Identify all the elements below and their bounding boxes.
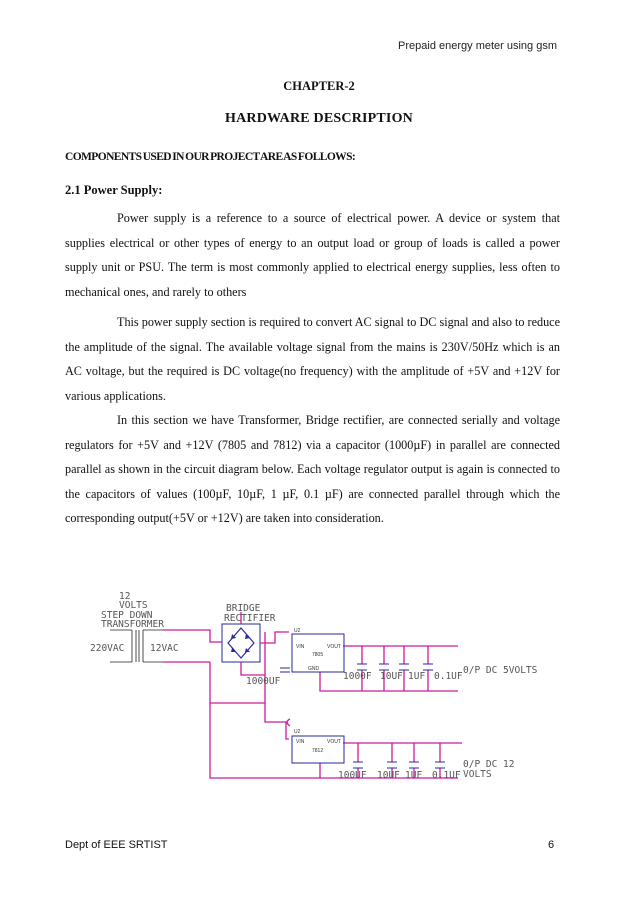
output-12v-label-line1: 0/P DC 12: [463, 759, 515, 770]
footer-page-number: 6: [548, 839, 555, 851]
volts-word-label: VOLTS: [119, 600, 148, 611]
volts-number-label: 12: [119, 591, 131, 602]
reg2-vout: VOUT: [327, 739, 341, 745]
u1-label: U2: [294, 628, 301, 634]
cap-5v-4-label: 0.1UF: [434, 671, 463, 682]
chapter-title: HARDWARE DESCRIPTION: [225, 111, 413, 126]
paragraph-2: This power supply section is required to convert AC signal to DC signal and also to reduce the amplitude of the signal. The available voltage signal from the mains is 230V/50Hz which is an AC voltage, but the required is DC voltage(no frequency) with the amplitude of +5V and +12V for various applications.: [65, 315, 560, 403]
step-down-label: STEP DOWN: [101, 610, 153, 621]
rectifier-label: RECTIFIER: [224, 613, 276, 624]
cap-5v-3-label: 1UF: [408, 671, 426, 682]
reg1-vout: VOUT: [327, 644, 341, 650]
components-heading: COMPONENTS USED IN OUR PROJECT ARE AS FOLLOWS:: [65, 151, 356, 163]
cap-12v-1-label: 100UF: [338, 770, 367, 781]
reg2-vin: VIN: [296, 739, 305, 745]
cap-12v-4-label: 0.1UF: [432, 770, 461, 781]
cap-12v-2-label: 10UF: [377, 770, 400, 781]
running-header: Prepaid energy meter using gsm: [398, 40, 557, 52]
cap-5v-1-label: 1000F: [343, 671, 372, 682]
output-12v-label-line2: VOLTS: [463, 769, 492, 780]
section-heading: 2.1 Power Supply:: [65, 183, 163, 197]
filter-capacitor: [280, 668, 290, 672]
bridge-label: BRIDGE: [226, 603, 261, 614]
regulator-7805: [292, 628, 344, 672]
cap-12v-3-label: 1UF: [405, 770, 423, 781]
ac-input-label: 220VAC: [90, 643, 125, 654]
paragraph-1: Power supply is a reference to a source of electrical power. A device or system that supplies electrical or other types of energy to an output load or group of loads is called a power supply unit or PSU. The term is most commonly applied to electrical energy supplies, less often to mechanical ones, and rarely to others: [65, 211, 560, 299]
filter-capacitor-label: 1000UF: [246, 676, 281, 687]
cap-5v-2-label: 10UF: [380, 671, 403, 682]
reg1-gnd: GND: [308, 666, 320, 672]
ac-output-label: 12VAC: [150, 643, 179, 654]
footer-department: Dept of EEE SRTIST: [65, 839, 168, 851]
transformer-label: TRANSFORMER: [101, 619, 164, 630]
reg1-vin: VIN: [296, 644, 305, 650]
regulator-7812: [292, 729, 344, 763]
chapter-label: CHAPTER-2: [283, 79, 355, 93]
paragraph-3: In this section we have Transformer, Bridge rectifier, are connected serially and voltage regulators for +5V and +12V (7805 and 7812) via a capacitor (1000µF) in parallel are connected parallel as shown in the circuit diagram below. Each voltage regulator output is again is connected to the capacitors of values (100µF, 10µF, 1 µF, 0.1 µF) are connected parallel through which the corresponding output(+5V or +12V) are taken into consideration.: [65, 413, 560, 525]
output-5v-label: 0/P DC 5VOLTS: [463, 665, 538, 676]
output-capacitors-5v: [357, 646, 433, 691]
u2-label: U2: [294, 729, 301, 735]
reg2-name: 7812: [312, 748, 324, 754]
reg1-name: 7805: [312, 652, 324, 658]
bridge-rectifier-symbol: [222, 624, 260, 662]
